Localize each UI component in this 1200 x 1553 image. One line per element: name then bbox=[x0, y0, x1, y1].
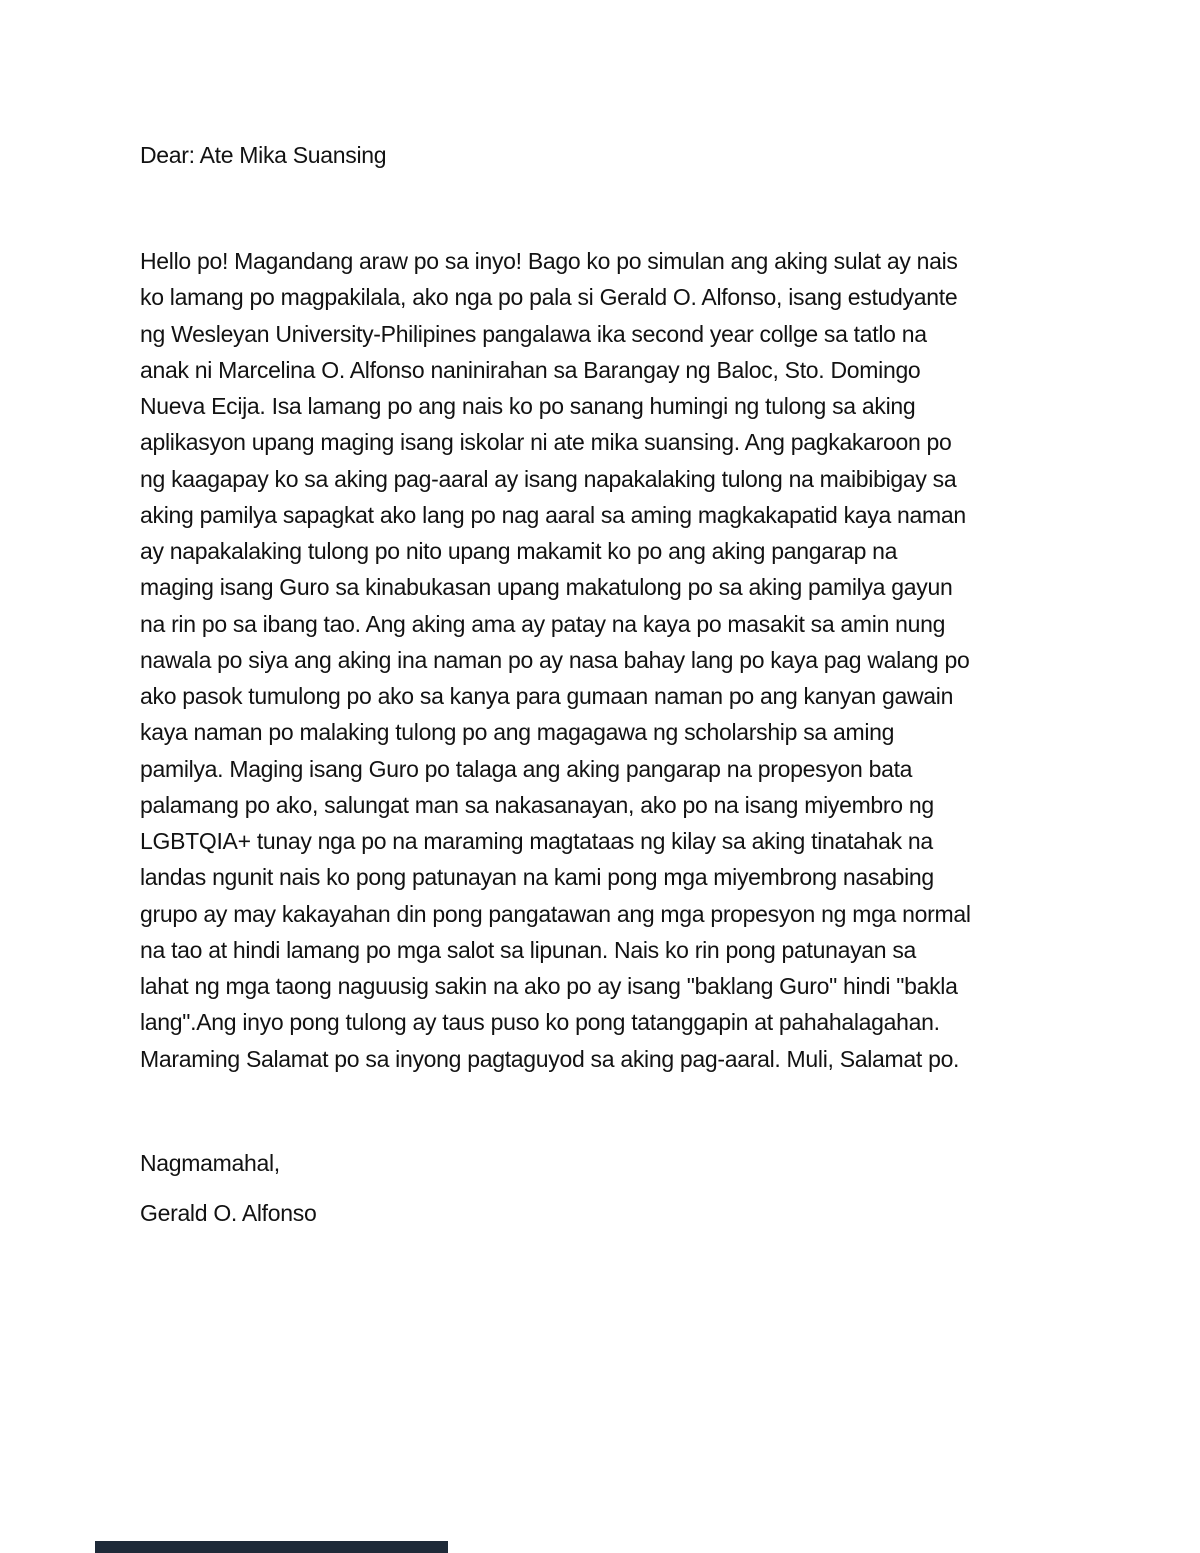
body-line: pamilya. Maging isang Guro po talaga ang aking pangarap na propesyon bata bbox=[140, 755, 913, 782]
body-line: aking pamilya sapagkat ako lang po nag aaral sa aming magkakapatid kaya naman bbox=[140, 501, 966, 528]
body-line: grupo ay may kakayahan din pong pangatawan ang mga propesyon ng mga normal bbox=[140, 900, 971, 927]
body-line: maging isang Guro sa kinabukasan upang makatulong po sa aking pamilya gayun bbox=[140, 574, 953, 601]
body-line: ko lamang po magpakilala, ako nga po pala si Gerald O. Alfonso, isang estudyante bbox=[140, 284, 958, 311]
letter-body bbox=[140, 243, 1080, 1077]
body-line: LGBTQIA+ tunay nga po na maraming magtataas ng kilay sa aking tinatahak na bbox=[140, 828, 933, 854]
body-line: palamang po ako, salungat man sa nakasanayan, ako po na isang miyembro ng bbox=[140, 791, 934, 818]
body-line: ako pasok tumulong po ako sa kanya para gumaan naman po ang kanyan gawain bbox=[140, 683, 954, 709]
letter-salutation: Dear: Ate Mika Suansing bbox=[140, 142, 387, 168]
body-line: aplikasyon upang maging isang iskolar ni ate mika suansing. Ang pagkakaroon po bbox=[140, 429, 952, 456]
body-line: anak ni Marcelina O. Alfonso naninirahan sa Barangay ng Baloc, Sto. Domingo bbox=[140, 356, 921, 383]
bottom-bar bbox=[95, 1541, 448, 1553]
body-line: kaya naman po malaking tulong po ang magagawa ng scholarship sa aming bbox=[140, 719, 895, 746]
body-line: nawala po siya ang aking ina naman po ay nasa bahay lang po kaya pag walang po bbox=[140, 646, 970, 673]
body-line: Maraming Salamat po sa inyong pagtaguyod sa aking pag-aaral. Muli, Salamat po. bbox=[140, 1045, 960, 1072]
body-line: na rin po sa ibang tao. Ang aking ama ay patay na kaya po masakit sa amin nung bbox=[140, 610, 946, 637]
body-line: landas ngunit nais ko pong patunayan na kami pong mga miyembrong nasabing bbox=[140, 864, 934, 891]
letter-signature: Gerald O. Alfonso bbox=[140, 1200, 317, 1226]
body-line: Hello po! Magandang araw po sa inyo! Bago ko po simulan ang aking sulat ay nais bbox=[140, 248, 958, 274]
letter-closing: Nagmamahal, bbox=[140, 1150, 280, 1176]
body-line: ay napakalaking tulong po nito upang makamit ko po ang aking pangarap na bbox=[140, 538, 898, 564]
body-line: ng kaagapay ko sa aking pag-aaral ay isang napakalaking tulong na maibibigay sa bbox=[140, 465, 957, 492]
body-line: lahat ng mga taong naguusig sakin na ako po ay isang "baklang Guro" hindi "bakla bbox=[140, 973, 958, 999]
body-line: na tao at hindi lamang po mga salot sa lipunan. Nais ko rin pong patunayan sa bbox=[140, 936, 917, 963]
body-line: Nueva Ecija. Isa lamang po ang nais ko po sanang humingi ng tulong sa aking bbox=[140, 393, 916, 419]
body-line: ng Wesleyan University-Philipines pangalawa ika second year collge sa tatlo na bbox=[140, 320, 927, 347]
body-line: lang".Ang inyo pong tulong ay taus puso ko pong tatanggapin at pahahalagahan. bbox=[140, 1009, 940, 1036]
